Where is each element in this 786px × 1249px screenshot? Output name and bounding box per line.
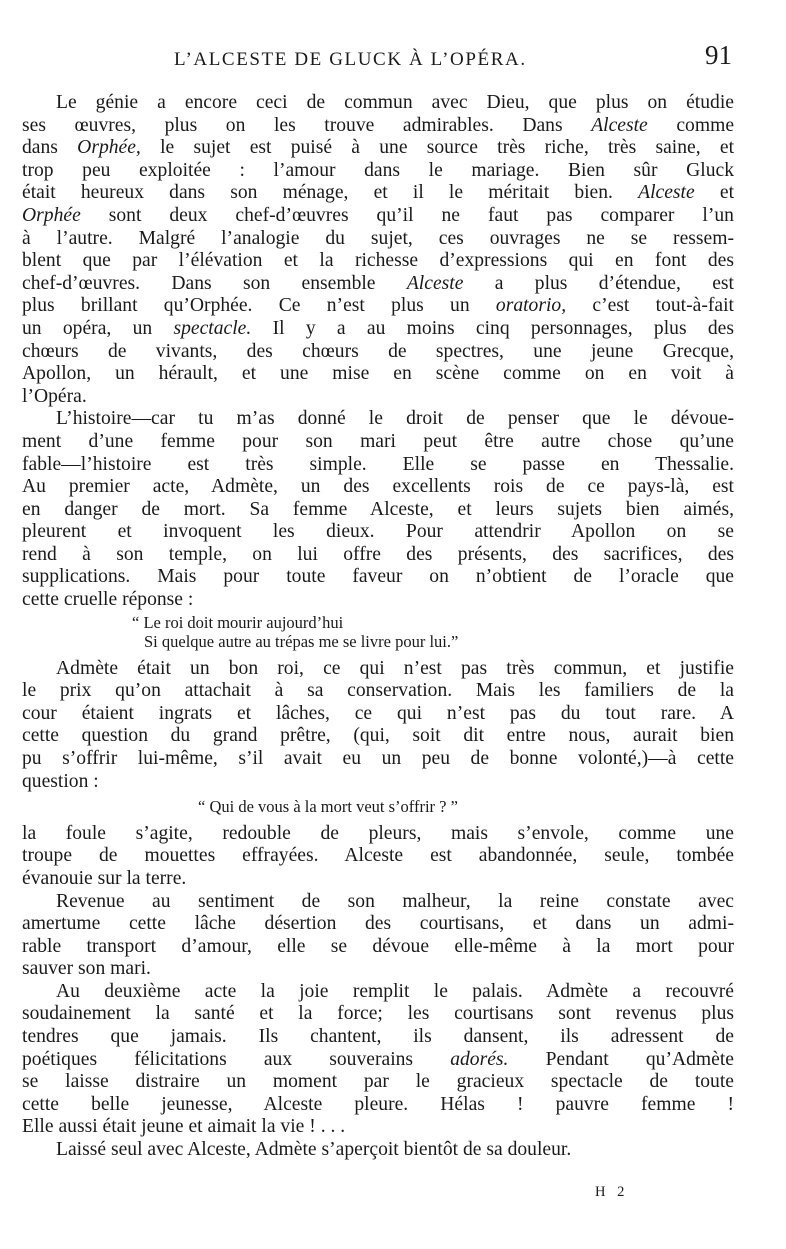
italic-title: Alceste <box>638 182 695 204</box>
text-line: troupe de mouettes effrayées. Alceste est abandonnée, seule, tombée <box>22 845 734 867</box>
text-line: supplications. Mais pour toute faveur on n’obtient de l’oracle que <box>22 566 734 588</box>
text-line: pleurent et invoquent les dieux. Pour attendrir Apollon on se <box>22 521 734 543</box>
text-line: fable—l’histoire est très simple. Elle se passe en Thessalie. <box>22 453 734 475</box>
italic-term: spectacle. <box>173 317 252 339</box>
paragraph <box>22 408 734 611</box>
text-line: plus brillant qu’Orphée. Ce n’est plus un oratorio, c’est tout-à-fait <box>22 295 734 317</box>
text-line: amertume cette lâche désertion des courtisans, et dans un admi- <box>22 913 734 935</box>
page-header <box>22 40 734 80</box>
text-line: était heureux dans son ménage, et il le méritait bien. Alceste et <box>22 182 734 204</box>
text-line: l’Opéra. <box>22 385 87 407</box>
paragraph <box>22 658 734 794</box>
text-line: chef-d’œuvres. Dans son ensemble Alceste a plus d’étendue, est <box>22 272 734 294</box>
verse-quote: “ Qui de vous à la mort veut s’offrir ? ” <box>198 797 458 817</box>
text-line: cette belle jeunesse, Alceste pleure. Hélas ! pauvre femme ! <box>22 1093 734 1115</box>
text-line: en danger de mort. Sa femme Alceste, et leurs sujets bien aimés, <box>22 498 734 520</box>
verse-line: “ Le roi doit mourir aujourd’hui <box>132 612 344 632</box>
text-line: Apollon, un hérault, et une mise en scène comme on en voit à <box>22 363 734 385</box>
page-body <box>22 92 734 1162</box>
text-line: ses œuvres, plus on les trouve admirables. Dans Alceste comme <box>22 114 734 136</box>
text-line: chœurs de vivants, des chœurs de spectres, une jeune Grecque, <box>22 340 734 362</box>
italic-title: Orphée <box>22 204 81 226</box>
text-line: L’histoire—car tu m’as donné le droit de penser que le dévoue- <box>56 408 734 430</box>
verse-quote <box>22 613 734 652</box>
text-line: la foule s’agite, redouble de pleurs, mais s’envole, comme une <box>22 822 734 844</box>
italic-title: Orphée, <box>77 137 141 159</box>
text-line: Laissé seul avec Alceste, Admète s’aperçoit bientôt de sa douleur. <box>56 1139 572 1161</box>
running-title: L’ALCESTE DE GLUCK À L’OPÉRA. <box>174 49 527 70</box>
paragraph <box>22 92 734 408</box>
text-line: question : <box>22 770 99 792</box>
text-line: soudainement la santé et la force; les courtisans sont revenus plus <box>22 1003 734 1025</box>
text-line: Le génie a encore ceci de commun avec Dieu, que plus on étudie <box>56 92 734 113</box>
text-line: Elle aussi était jeune et aimait la vie ! . . . <box>22 1116 346 1138</box>
text-line: tendres que jamais. Ils chantent, ils dansent, ils adressent de <box>22 1026 734 1048</box>
text-line: Admète était un bon roi, ce qui n’est pas très commun, et justifie <box>56 657 734 679</box>
paragraph <box>22 891 734 981</box>
paragraph <box>22 823 734 891</box>
text-line: blent que par l’élévation et la richesse d’expressions qui en font des <box>22 250 734 272</box>
text-line: se laisse distraire un moment par le gracieux spectacle de toute <box>22 1071 734 1093</box>
text-line: cette question du grand prêtre, (qui, soit dit entre nous, aurait bien <box>22 725 734 747</box>
text-line: Au premier acte, Admète, un des excellents rois de ce pays-là, est <box>22 476 734 498</box>
text-line: trop peu exploitée : l’amour dans le mariage. Bien sûr Gluck <box>22 159 734 181</box>
signature-mark: H 2 <box>595 1184 629 1200</box>
text-line: rend à son temple, on lui offre des présents, des sacrifices, des <box>22 543 734 565</box>
text-line: Revenue au sentiment de son malheur, la reine constate avec <box>56 890 734 912</box>
text-line: sauver son mari. <box>22 958 151 980</box>
italic-term: adorés. <box>450 1048 509 1070</box>
text-line: ment d’une femme pour son mari peut être autre chose qu’une <box>22 430 734 452</box>
page-number: 91 <box>705 40 732 70</box>
text-line: le prix qu’on attachait à sa conservation. Mais les familiers de la <box>22 680 734 702</box>
text-line: à l’autre. Malgré l’analogie du sujet, ces ouvrages ne se ressem- <box>22 227 734 249</box>
text-line: pu s’offrir lui-même, s’il avait eu un peu de bonne volonté,)—à cette <box>22 748 734 770</box>
text-line: évanouie sur la terre. <box>22 867 187 889</box>
text-line: cour étaient ingrats et lâches, ce qui n’est pas du tout rare. A <box>22 702 734 724</box>
text-line: cette cruelle réponse : <box>22 589 194 611</box>
paragraph <box>22 981 734 1139</box>
text-line: rable transport d’amour, elle se dévoue elle-même à la mort pour <box>22 935 734 957</box>
text-line: Orphée sont deux chef-d’œuvres qu’il ne faut pas comparer l’un <box>22 204 734 226</box>
text-line: un opéra, un spectacle. Il y a au moins cinq personnages, plus des <box>22 317 734 339</box>
italic-title: Alceste <box>591 114 648 136</box>
italic-term: oratorio, <box>495 295 567 317</box>
text-line: dans Orphée, le sujet est puisé à une source très riche, très saine, et <box>22 137 734 159</box>
italic-title: Alceste <box>406 272 464 294</box>
text-line: poétiques félicitations aux souverains adorés. Pendant qu’Admète <box>22 1048 734 1070</box>
paragraph <box>22 1139 734 1162</box>
verse-line: Si quelque autre au trépas me se livre pour lui.” <box>144 632 459 652</box>
text-line: Au deuxième acte la joie remplit le palais. Admète a recouvré <box>56 980 734 1002</box>
